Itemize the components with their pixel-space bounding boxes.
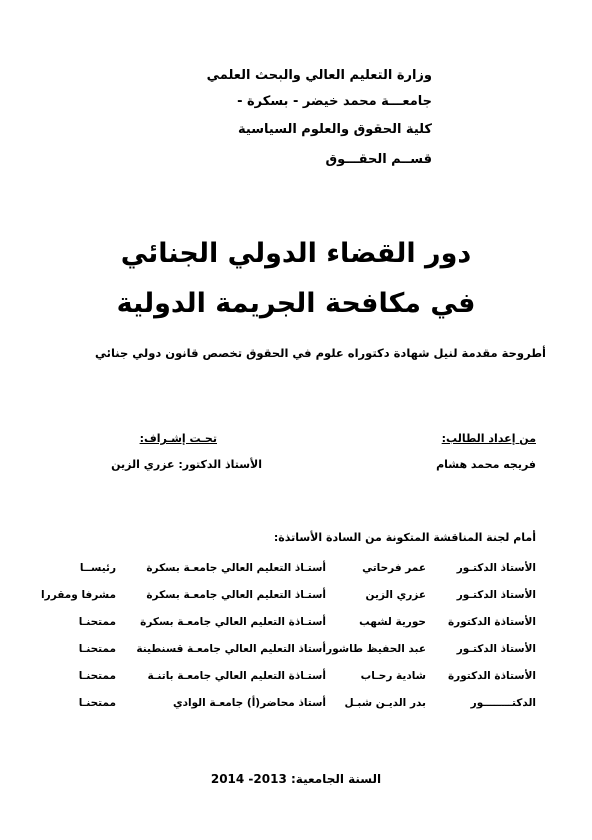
jury-member-row bbox=[36, 589, 536, 605]
thesis-subtitle: أطروحة مقدمة لنيل شهادة دكتوراه علوم في الحقوق تخصص قانون دولي جنائي bbox=[95, 346, 546, 360]
jury-member-row bbox=[36, 643, 536, 659]
jury-member-title: الأستاذ الدكتـور bbox=[456, 643, 536, 655]
jury-member-name: عبد الحفيظ طاشور bbox=[326, 643, 426, 655]
jury-member-rank: أستـاذة التعليم العالي جامعـة بسكرة bbox=[140, 616, 326, 628]
university-name: جامعـــة محمد خيضر - بسكرة - bbox=[237, 94, 432, 109]
jury-member-name: حورية لشهب bbox=[359, 616, 426, 628]
jury-member-role: ممتحنـا bbox=[78, 697, 116, 709]
faculty-name: كلية الحقوق والعلوم السياسية bbox=[238, 122, 432, 137]
jury-member-title: الأستاذ الدكتـور bbox=[456, 589, 536, 601]
jury-member-row bbox=[36, 670, 536, 686]
thesis-title-line-1: دور القضاء الدولي الجنائي bbox=[120, 238, 472, 269]
jury-member-name: عزري الزين bbox=[365, 589, 426, 601]
student-label: من إعداد الطالب: bbox=[441, 432, 536, 445]
jury-member-title: الأستاذ الدكتـور bbox=[456, 562, 536, 574]
jury-member-name: شادية رحـاب bbox=[360, 670, 426, 682]
ministry-name: وزارة التعليم العالي والبحث العلمي bbox=[206, 68, 432, 83]
academic-year: السنة الجامعية: 2013- 2014 bbox=[210, 772, 382, 786]
jury-member-rank: أستـاذ التعليم العالي جامعـة بسكرة bbox=[146, 589, 326, 601]
jury-member-row bbox=[36, 562, 536, 578]
jury-member-rank: أستـاذة التعليم العالي جامعـة باتنـة bbox=[147, 670, 326, 682]
supervisor-name: الأستاذ الدكتور: عزري الزين bbox=[111, 458, 262, 471]
department-name: قســم الحقـــوق bbox=[325, 152, 432, 167]
jury-member-name: عمر فرحاتي bbox=[362, 562, 426, 574]
jury-member-row bbox=[36, 616, 536, 632]
jury-member-title: الدكتــــــــور bbox=[470, 697, 536, 709]
jury-member-role: ممتحنـا bbox=[78, 670, 116, 682]
jury-member-role: ممتحنـا bbox=[78, 643, 116, 655]
jury-member-name: بدر الديـن شبـل bbox=[344, 697, 426, 709]
jury-member-rank: أستاذ التعليم العالي جامعـة قسنطينة bbox=[136, 643, 326, 655]
supervisor-label: تحـت إشـراف: bbox=[139, 432, 217, 445]
jury-member-role: مشرفا ومقررا bbox=[41, 589, 116, 601]
jury-member-row bbox=[36, 697, 536, 713]
jury-member-rank: أستاذ محاضر(أ) جامعـة الوادي bbox=[172, 697, 326, 709]
jury-heading: أمام لجنة المناقشة المتكونة من السادة الأساتذة: bbox=[273, 531, 536, 544]
jury-member-role: رئيســا bbox=[79, 562, 116, 574]
student-name: فريجه محمد هشام bbox=[436, 458, 536, 471]
jury-member-role: ممتحنـا bbox=[78, 616, 116, 628]
jury-member-rank: أستـاذ التعليم العالي جامعـة بسكرة bbox=[146, 562, 326, 574]
jury-member-title: الأستاذة الدكتورة bbox=[447, 670, 536, 682]
jury-member-title: الأستاذة الدكتورة bbox=[447, 616, 536, 628]
thesis-title-line-2: في مكافحة الجريمة الدولية bbox=[116, 288, 476, 319]
